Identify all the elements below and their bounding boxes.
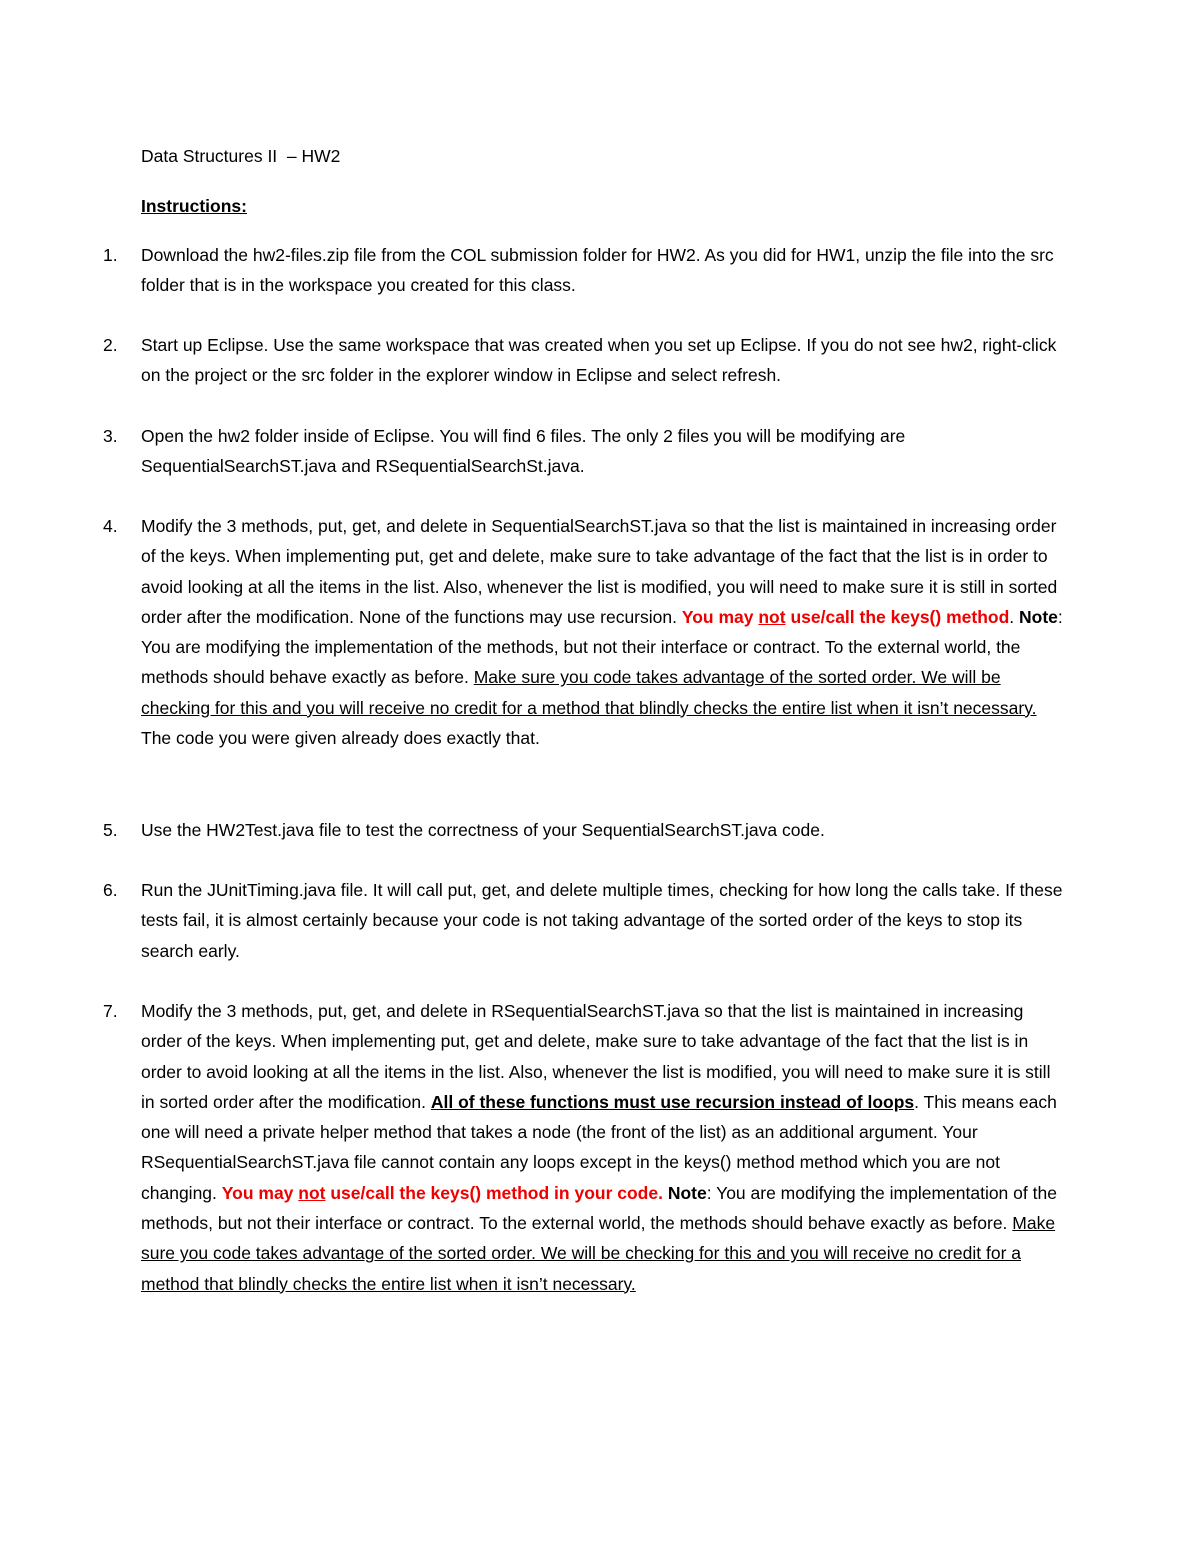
list-item-3 xyxy=(103,421,1063,482)
underlined-text: Make sure you code takes advantage of the sorted order. We will be checking for this and you will receive no credit for a method that blindly checks the entire list when it isn’t necessary. xyxy=(141,667,1037,718)
list-item-text xyxy=(141,815,1063,845)
list-item-2 xyxy=(103,330,1063,391)
list-item-text xyxy=(141,240,1063,301)
body-text: Modify the 3 methods, put, get, and delete in SequentialSearchST.java so that the list is maintained in increasing order of the keys. When implementing put, get and delete, make sure to take advantage of the fact that the list is in order to avoid looking at all the items in the list. Also, whenever the list is modified, you will need to make sure it is still in sorted order after the modification. None of the functions may use recursion. xyxy=(141,516,1058,627)
list-item-text xyxy=(141,421,1063,482)
list-item-text xyxy=(141,875,1063,966)
emphasis-red-underlined-text: not xyxy=(298,1182,326,1203)
list-item-1 xyxy=(103,240,1063,301)
list-item-text xyxy=(141,996,1063,1299)
body-text: : You are modifying the implementation of the methods, but not their interface or contract. To the external world, the methods should behave exactly as before. xyxy=(141,606,1063,688)
emphasis-red-text: You may xyxy=(681,606,759,627)
instructions-heading: Instructions: xyxy=(141,196,247,216)
list-item-text xyxy=(141,330,1063,391)
body-text: : You are modifying the implementation of the methods, but not their interface or contract. To the external world, the methods should behave exactly as before. xyxy=(141,1182,1057,1234)
body-text: The code you were given already does exactly that. xyxy=(141,728,540,749)
bold-text: Note xyxy=(1019,606,1058,627)
list-number: 7. xyxy=(103,1001,118,1021)
list-item-text xyxy=(141,511,1063,753)
body-text: . This means each one will need a private helper method that takes a node (the front of the list) as an additional argument. Your RSequentialSearchST.java file cannot contain any loops except in the keys() method method which you are not changing. xyxy=(141,1091,1057,1203)
emphasis-red-underlined-text: not xyxy=(758,606,786,627)
list-number: 3. xyxy=(103,426,118,446)
list-number: 5. xyxy=(103,820,118,840)
list-number: 2. xyxy=(103,335,118,355)
body-text: Modify the 3 methods, put, get, and delete in RSequentialSearchST.java so that the list is maintained in increasing order of the keys. When implementing put, get and delete, make sure to take advantage of the fact that the list is in order to avoid looking at all the items in the list. Also, whenever the list is modified, you will need to make sure it is still in sorted order after the modification. xyxy=(141,1001,1051,1112)
body-text: Use the HW2Test.java file to test the correctness of your SequentialSearchST.java code. xyxy=(141,820,825,840)
bold-text: Note xyxy=(667,1182,707,1203)
body-text: Run the JUnitTiming.java file. It will call put, get, and delete multiple times, checking for how long the calls take. If these tests fail, it is almost certainly because your code is not taking advantage of the sorted order of the keys to stop its search early. xyxy=(141,880,1063,961)
list-item-6 xyxy=(103,875,1063,966)
underlined-text: Make sure you code takes advantage of the sorted order. We will be checking for this and you will receive no credit for a method that blindly checks the entire list when it isn’t necessary. xyxy=(141,1213,1056,1294)
list-item-4 xyxy=(103,511,1063,753)
emphasis-red-text: use/call the keys() method xyxy=(785,606,1010,627)
emphasis-red-text: You may xyxy=(221,1182,299,1203)
bold-underlined-text: All of these functions must use recursion instead of loops xyxy=(430,1091,915,1112)
emphasis-red-text: use/call the keys() method in your code. xyxy=(325,1182,663,1203)
list-item-5 xyxy=(103,815,1063,845)
body-text: Start up Eclipse. Use the same workspace that was created when you set up Eclipse. If you do not see hw2, right-click on the project or the src folder in the explorer window in Eclipse and select refresh. xyxy=(141,335,1057,386)
document-title: Data Structures II – HW2 xyxy=(141,146,341,166)
list-number: 1. xyxy=(103,245,118,265)
list-item-7 xyxy=(103,996,1063,1299)
list-number: 4. xyxy=(103,516,118,536)
body-text: . xyxy=(1009,606,1019,627)
body-text: Download the hw2-files.zip file from the COL submission folder for HW2. As you did for HW1, unzip the file into the src folder that is in the workspace you created for this class. xyxy=(141,245,1054,296)
list-number: 6. xyxy=(103,880,118,900)
body-text: Open the hw2 folder inside of Eclipse. You will find 6 files. The only 2 files you will be modifying are SequentialSearchST.java and RSequentialSearchSt.java. xyxy=(141,426,906,477)
